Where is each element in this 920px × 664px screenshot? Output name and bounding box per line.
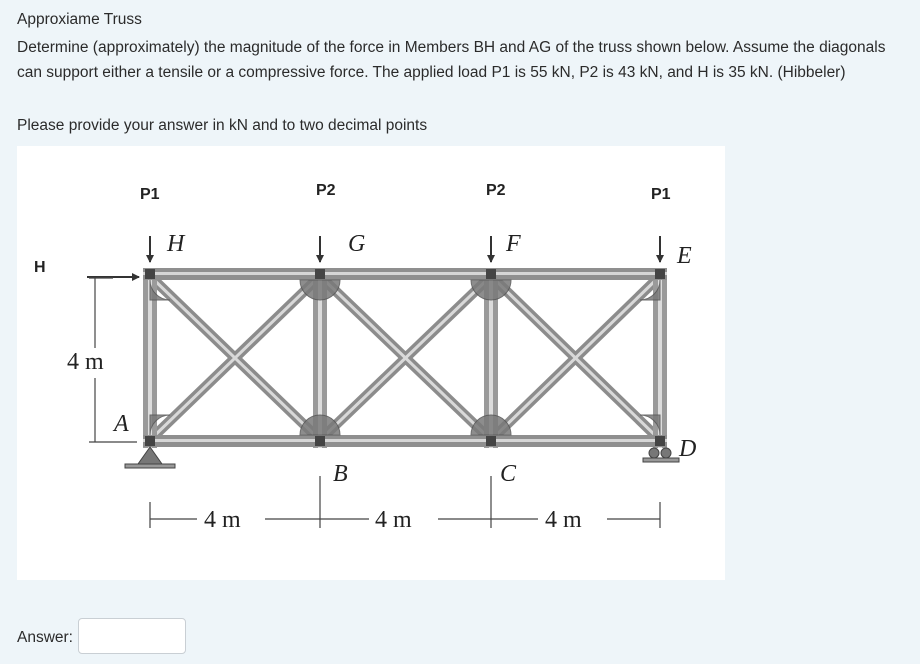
question-title: Approxiame Truss <box>17 11 142 28</box>
node-label-e: E <box>677 243 692 269</box>
height-dimension: 4 m <box>67 349 104 375</box>
answer-instruction: Please provide your answer in kN and to two decimal points <box>17 117 428 134</box>
load-label: P2 <box>316 182 336 199</box>
answer-label: Answer: <box>17 629 73 646</box>
horizontal-load-label: H <box>34 259 46 276</box>
span-dimension: 4 m <box>204 507 241 533</box>
truss-top-chord <box>143 268 667 280</box>
roller-support <box>643 448 679 462</box>
load-label: P1 <box>651 186 671 203</box>
node-label-g: G <box>348 231 366 257</box>
node-label-a: A <box>114 411 129 437</box>
load-label: P2 <box>486 182 506 199</box>
node-label-c: C <box>500 461 517 487</box>
span-dimension: 4 m <box>545 507 582 533</box>
node-label-h: H <box>167 231 185 257</box>
truss-figure <box>17 146 725 580</box>
span-dimension: 4 m <box>375 507 412 533</box>
load-label: P1 <box>140 186 160 203</box>
node-label-b: B <box>333 461 348 487</box>
node-label-f: F <box>506 231 521 257</box>
node-label-d: D <box>679 436 697 462</box>
answer-input[interactable] <box>78 618 186 654</box>
truss-bottom-chord <box>143 435 667 447</box>
pin-support <box>125 447 175 468</box>
question-text: Determine (approximately) the magnitude of the force in Members BH and AG of the truss shown below. Assume the diagonals can support either a tensile or a compressive force. The applied load P1 is 55 kN, P2 is 43 kN, and H is 35 kN. (Hibbeler) <box>17 39 886 81</box>
